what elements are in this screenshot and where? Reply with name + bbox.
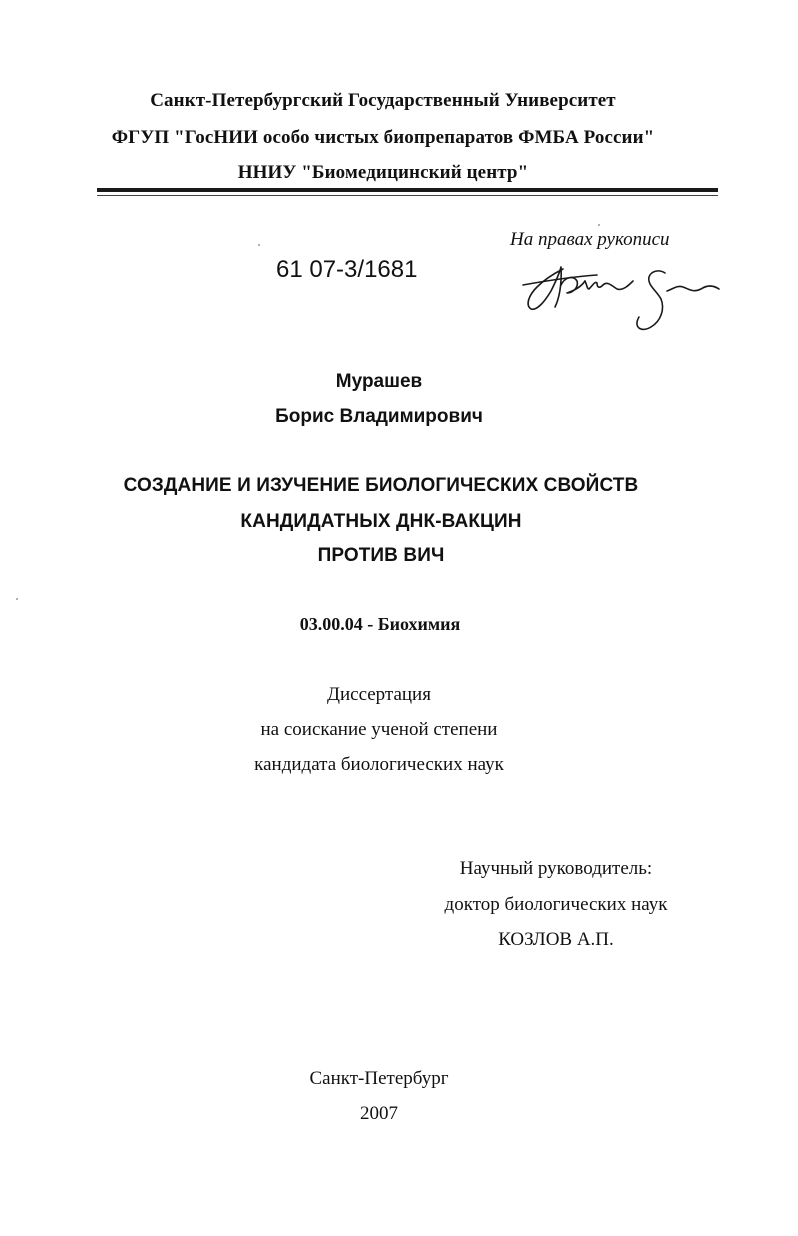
scan-speck	[16, 598, 18, 600]
dissertation-title-line-2: КАНДИДАТНЫХ ДНК-ВАКЦИН	[240, 511, 522, 532]
supervisor-role: Научный руководитель:	[459, 858, 653, 879]
registration-number: 61 07-3/1681	[276, 256, 418, 283]
degree-line-3: кандидата биологических наук	[254, 754, 504, 775]
degree-line-2: на соискание ученой степени	[260, 719, 498, 740]
institution-university: Санкт-Петербургский Государственный Университет	[150, 90, 616, 111]
scan-speck	[598, 224, 600, 226]
author-given-names: Борис Владимирович	[275, 406, 483, 427]
header-divider-thin	[97, 195, 718, 196]
dissertation-title-line-3: ПРОТИВ ВИЧ	[317, 545, 445, 566]
degree-line-1: Диссертация	[327, 684, 431, 705]
supervisor-degree: доктор биологических наук	[444, 894, 668, 915]
handwritten-signature-icon	[515, 255, 720, 337]
institution-nniu: ННИУ "Биомедицинский центр"	[237, 162, 529, 183]
scan-speck	[258, 244, 260, 246]
institution-gosnii: ФГУП "ГосНИИ особо чистых биопрепаратов ФМБА России"	[111, 127, 655, 148]
dissertation-title-line-1: СОЗДАНИЕ И ИЗУЧЕНИЕ БИОЛОГИЧЕСКИХ СВОЙСТВ	[123, 475, 639, 496]
footer-year: 2007	[360, 1103, 398, 1124]
footer-city: Санкт-Петербург	[309, 1068, 449, 1089]
author-surname: Мурашев	[335, 371, 423, 392]
manuscript-notice: На правах рукописи	[510, 229, 670, 250]
supervisor-name: КОЗЛОВ А.П.	[498, 929, 614, 950]
specialty-code: 03.00.04 - Биохимия	[299, 614, 461, 634]
header-divider	[97, 188, 718, 192]
